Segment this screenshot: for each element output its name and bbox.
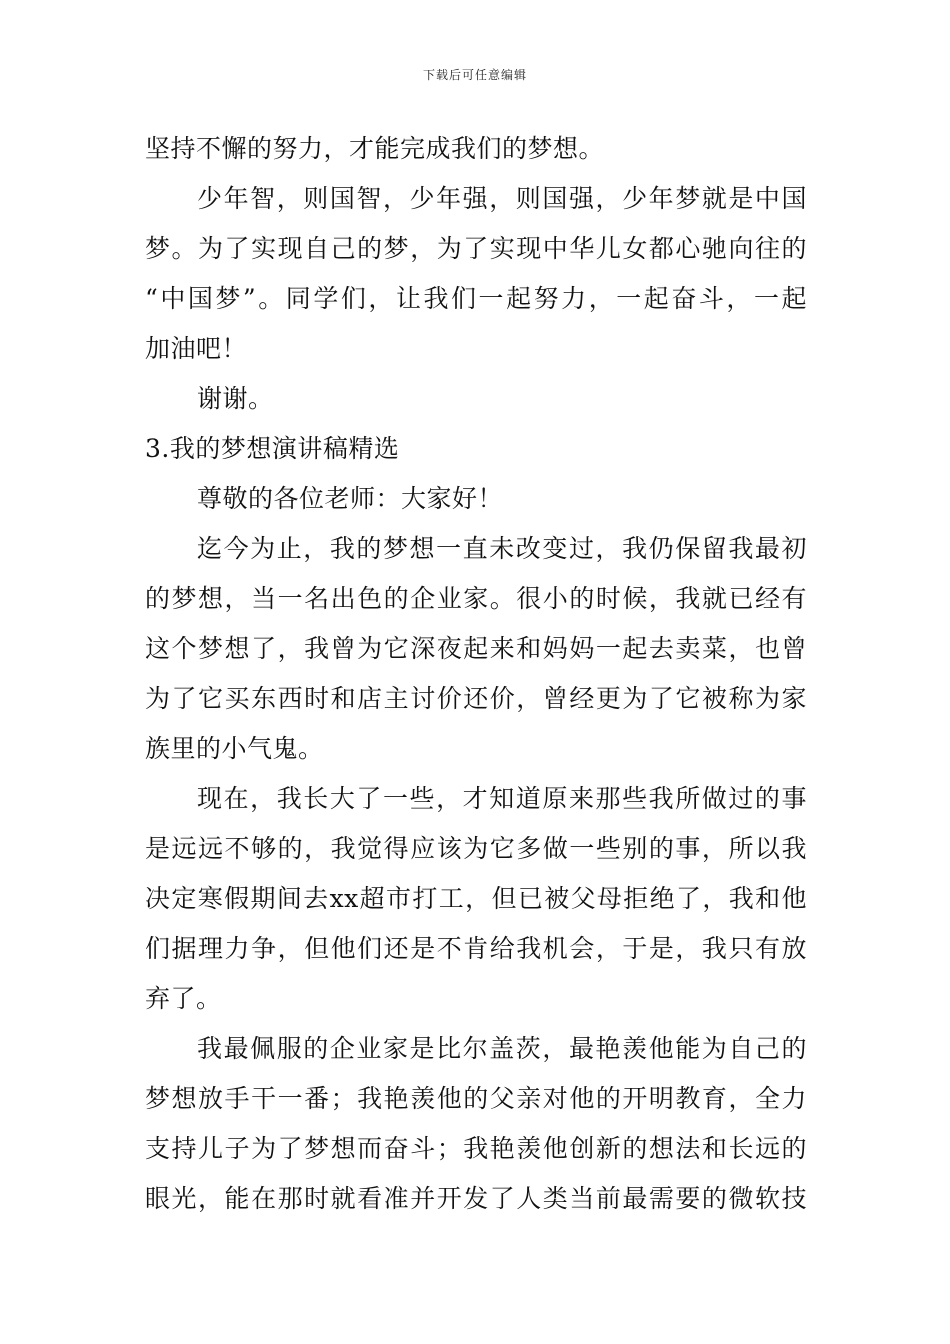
text-line: “中国梦”。同学们，让我们一起努力，一起奋斗，一起 — [145, 284, 807, 313]
text-line: 是远远不够的，我觉得应该为它多做一些别的事，所以我 — [145, 834, 807, 863]
text-line: 为了它买东西时和店主讨价还价，曾经更为了它被称为家 — [145, 684, 807, 713]
text-line: 弃了。 — [145, 984, 222, 1013]
salutation: 尊敬的各位老师：大家好！ — [197, 484, 504, 513]
text-line: 迄今为止，我的梦想一直未改变过，我仍保留我最初 — [197, 534, 807, 563]
text-line: 眼光，能在那时就看准并开发了人类当前最需要的微软技 — [145, 1184, 807, 1213]
text-line: 谢谢。 — [197, 384, 274, 413]
text-line: 支持儿子为了梦想而奋斗；我艳羡他创新的想法和长远的 — [145, 1134, 807, 1163]
page-header-note: 下载后可任意编辑 — [422, 68, 527, 82]
text-line: 的梦想，当一名出色的企业家。很小的时候，我就已经有 — [145, 584, 807, 613]
document-body — [145, 124, 807, 1224]
text-line: 我最佩服的企业家是比尔盖茨，最艳羡他能为自己的 — [197, 1034, 807, 1063]
text-line: 梦。为了实现自己的梦，为了实现中华儿女都心驰向往的 — [145, 234, 807, 263]
text-line: 们据理力争，但他们还是不肯给我机会，于是，我只有放 — [145, 934, 807, 963]
text-line: 加油吧！ — [145, 334, 248, 363]
text-line: 这个梦想了，我曾为它深夜起来和妈妈一起去卖菜，也曾 — [145, 634, 807, 663]
text-line: 坚持不懈的努力，才能完成我们的梦想。 — [145, 134, 605, 163]
text-line: 少年智，则国智，少年强，则国强，少年梦就是中国 — [197, 184, 807, 213]
text-line: 决定寒假期间去xx超市打工，但已被父母拒绝了，我和他 — [145, 884, 807, 913]
section-heading: 3.我的梦想演讲稿精选 — [145, 434, 400, 463]
text-line: 族里的小气鬼。 — [145, 734, 324, 763]
text-line: 现在，我长大了一些，才知道原来那些我所做过的事 — [197, 784, 807, 813]
text-line: 梦想放手干一番；我艳羡他的父亲对他的开明教育，全力 — [145, 1084, 807, 1113]
